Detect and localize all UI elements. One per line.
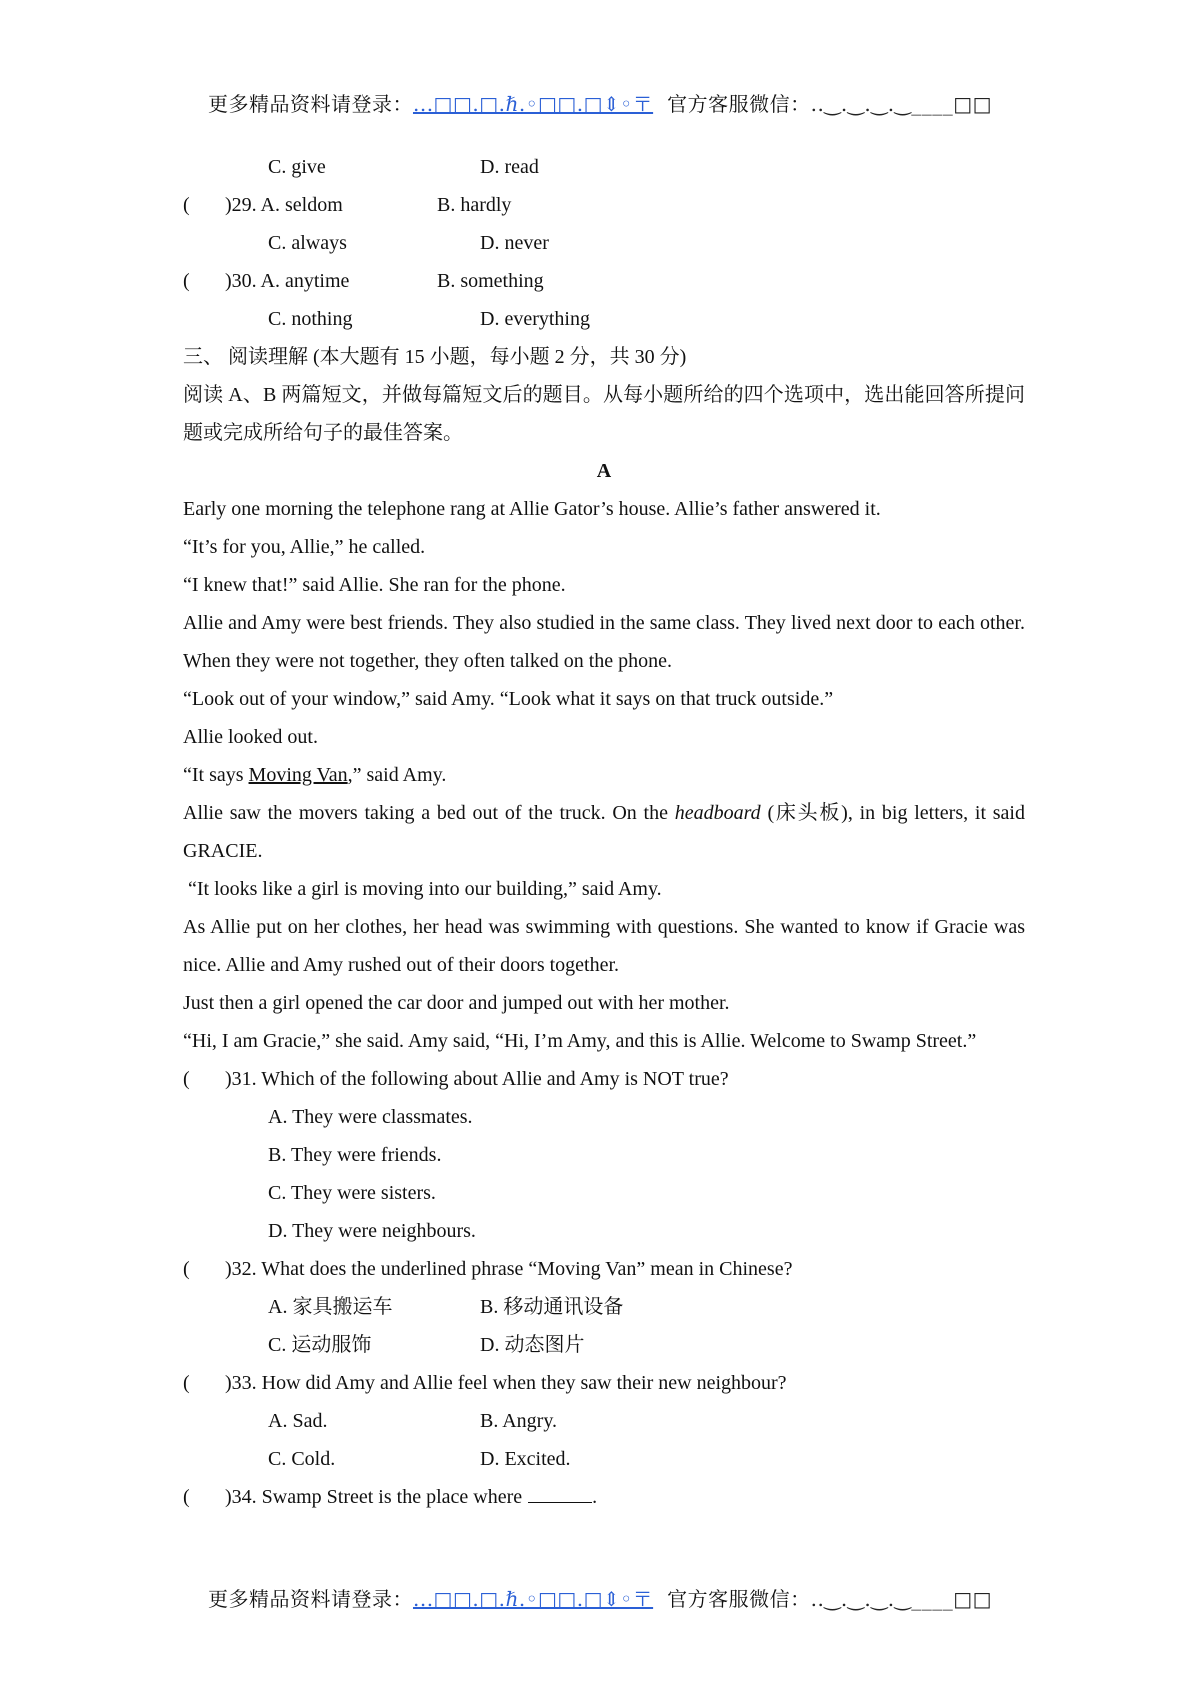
q31-option-c: C. They were sisters.: [268, 1182, 436, 1204]
exam-content: [183, 148, 1025, 1516]
passage-p7: [183, 756, 1025, 794]
passage-p10: As Allie put on her clothes, her head was swimming with questions. She wanted to know if Gracie was nice. Allie and Amy rushed out of their doors together.: [183, 916, 1025, 976]
section3-title: 三、 阅读理解 (本大题有 15 小题，每小题 2 分，共 30 分): [183, 346, 687, 368]
underlined-moving-van: Moving Van: [248, 764, 348, 786]
page-footer: [0, 1583, 1200, 1612]
q34-answer-paren[interactable]: (: [183, 1486, 190, 1508]
q32-option-a: A. 家具搬运车: [268, 1296, 393, 1318]
italic-headboard: headboard: [674, 802, 761, 824]
q33-option-d: D. Excited.: [480, 1448, 571, 1470]
passage-p4: Allie and Amy were best friends. They also studied in the same class. They lived next door to each other. When they were not together, they often talked on the phone.: [183, 612, 1025, 672]
q32-answer-paren[interactable]: (: [183, 1258, 190, 1280]
q32-stem: )32. What does the underlined phrase “Moving Van” mean in Chinese?: [225, 1258, 793, 1280]
passage-p8: [183, 794, 1025, 870]
footer-wechat-label: 官方客服微信：: [667, 1587, 811, 1611]
q30-option-c: C. nothing: [268, 308, 353, 330]
q29-option-d: D. never: [480, 232, 549, 254]
passage-p1: Early one morning the telephone rang at Allie Gator’s house. Allie’s father answered it.: [183, 498, 881, 520]
passage-p9: “It looks like a girl is moving into our building,” said Amy.: [183, 878, 662, 900]
q29-answer-paren[interactable]: (: [183, 194, 190, 216]
q34-blank[interactable]: [528, 1480, 592, 1503]
q32-option-b: B. 移动通讯设备: [480, 1296, 624, 1318]
passage-p8-post: (床头板), in big letters, it said GRACIE.: [183, 802, 1025, 862]
passage-title: A: [596, 460, 612, 482]
q28-option-d: D. read: [480, 156, 539, 178]
passage-p5: “Look out of your window,” said Amy. “Look what it says on that truck outside.”: [183, 688, 834, 710]
q30-option-d: D. everything: [480, 308, 590, 330]
q32-options-cd: [183, 1326, 1025, 1364]
passage-p6: Allie looked out.: [183, 726, 318, 748]
q32-option-c: C. 运动服饰: [268, 1334, 372, 1356]
footer-wechat-value: ..‿.‿.‿.‿____□□: [810, 1587, 992, 1611]
q31-option-a: A. They were classmates.: [268, 1106, 473, 1128]
q32-options-ab: [183, 1288, 1025, 1326]
q30-row: [183, 262, 1025, 300]
passage-p7-pre: “It says: [183, 764, 249, 786]
q28-option-c: C. give: [268, 156, 326, 178]
page-header: [0, 88, 1200, 117]
header-wechat-label: 官方客服微信：: [667, 92, 811, 116]
q30-answer-paren[interactable]: (: [183, 270, 190, 292]
q33-option-a: A. Sad.: [268, 1410, 328, 1432]
section3-instructions: 阅读 A、B 两篇短文，并做每篇短文后的题目。从每小题所给的四个选项中，选出能回答所提问题或完成所给句子的最佳答案。: [183, 384, 1025, 444]
footer-link[interactable]: ...□□.□.ℏ.◦□□.□⇕◦〒: [412, 1587, 654, 1611]
header-wechat-value: ..‿.‿.‿.‿____□□: [810, 92, 992, 116]
passage-p2: “It’s for you, Allie,” he called.: [183, 536, 426, 558]
q33-options-cd: [183, 1440, 1025, 1478]
q33-answer-paren[interactable]: (: [183, 1372, 190, 1394]
q31-option-b: B. They were friends.: [268, 1144, 442, 1166]
passage-p7-post: ,” said Amy.: [347, 764, 447, 786]
q31-stem: )31. Which of the following about Allie and Amy is NOT true?: [225, 1068, 729, 1090]
q33-option-b: B. Angry.: [480, 1410, 558, 1432]
q29-number-option-a: )29. A. seldom: [225, 194, 343, 216]
q32-option-d: D. 动态图片: [480, 1334, 585, 1356]
q29-options-cd: [183, 224, 1025, 262]
q32-row: [183, 1250, 1025, 1288]
q33-row: [183, 1364, 1025, 1402]
q31-row: [183, 1060, 1025, 1098]
q30-number-option-a: )30. A. anytime: [225, 270, 350, 292]
q34-end: .: [592, 1486, 598, 1508]
header-prefix: 更多精品资料请登录：: [207, 92, 413, 116]
passage-p11: Just then a girl opened the car door and jumped out with her mother.: [183, 992, 730, 1014]
q30-options-cd: [183, 300, 1025, 338]
footer-prefix: 更多精品资料请登录：: [207, 1587, 413, 1611]
q33-stem: )33. How did Amy and Allie feel when they saw their new neighbour?: [225, 1372, 787, 1394]
passage-p12: “Hi, I am Gracie,” she said. Amy said, “Hi, I’m Amy, and this is Allie. Welcome to Swamp Street.”: [183, 1030, 977, 1052]
q31-option-d: D. They were neighbours.: [268, 1220, 476, 1242]
passage-p3: “I knew that!” said Allie. She ran for the phone.: [183, 574, 566, 596]
q33-option-c: C. Cold.: [268, 1448, 336, 1470]
q29-option-b: B. hardly: [437, 194, 512, 216]
q28-options-cd: [183, 148, 1025, 186]
q29-option-c: C. always: [268, 232, 347, 254]
q34-row: [183, 1478, 1025, 1516]
q33-options-ab: [183, 1402, 1025, 1440]
q34-stem: )34. Swamp Street is the place where: [225, 1486, 523, 1508]
passage-p8-pre: Allie saw the movers taking a bed out of the truck. On the: [183, 802, 675, 824]
header-link[interactable]: ...□□.□.ℏ.◦□□.□⇕◦〒: [412, 92, 654, 116]
q30-option-b: B. something: [437, 270, 544, 292]
q31-answer-paren[interactable]: (: [183, 1068, 190, 1090]
q29-row: [183, 186, 1025, 224]
